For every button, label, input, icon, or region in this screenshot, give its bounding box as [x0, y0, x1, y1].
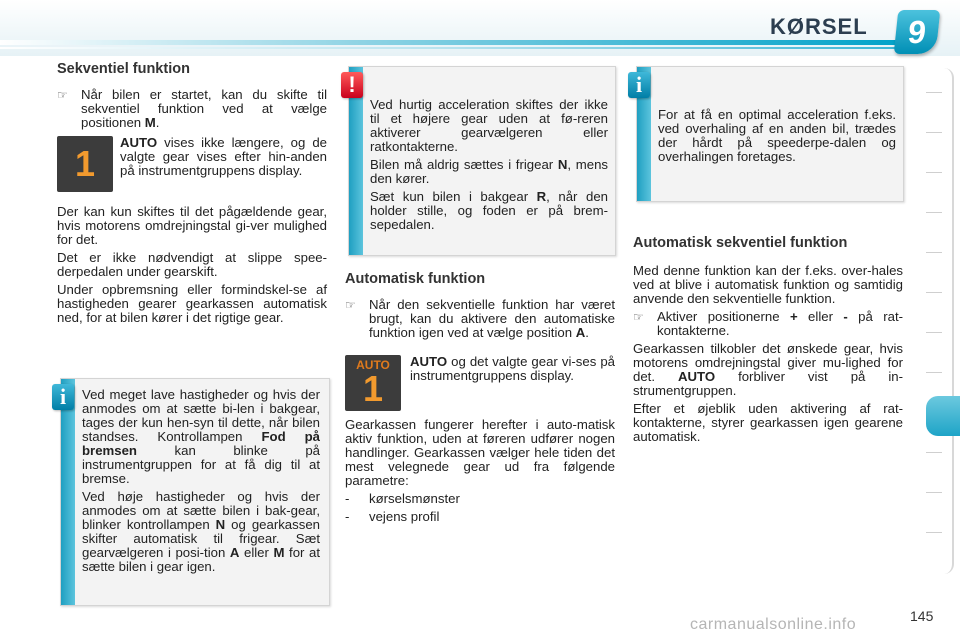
- header-stripe: [0, 40, 905, 45]
- paragraph: Efter et øjeblik uden aktivering af rat-kontakterne, styrer gearkassen igen gearene automatisk.: [633, 401, 903, 444]
- bullet-text: Når den sekventielle funktion har været brugt, kan du aktivere den automatiske funktion igen ved at vælge position A.: [369, 297, 615, 340]
- paragraph: Der kan kun skiftes til det pågældende gear, hvis motorens omdrejningstal gi-ver mulighed for det.: [57, 204, 327, 247]
- middle-column: [345, 272, 615, 340]
- heading-automatic: Automatisk funktion: [345, 271, 486, 287]
- list-item: - vejens profil: [345, 509, 440, 524]
- bullet-automatic: [345, 298, 615, 340]
- gear-number: 1: [362, 368, 384, 409]
- heading-auto-sequential: Automatisk sekventiel funktion: [633, 235, 848, 251]
- paragraph: Ved hurtig acceleration skiftes der ikke til et højere gear uden at fø-reren aktiverer gearvælgeren eller ratkontakterne.: [370, 97, 608, 154]
- paragraph: For at få en optimal acceleration f.eks. ved overhaling af en anden bil, trædes der hårdt på speederpe-dalen og overhalingen foretages.: [658, 107, 896, 164]
- left-column: [57, 62, 327, 130]
- bullet-text: Aktiver positionerne + eller - på rat-kontakterne.: [657, 309, 904, 338]
- chapter-title: KØRSEL: [770, 14, 868, 39]
- list-item: - kørselsmønster: [345, 491, 460, 506]
- warning-icon: !: [341, 72, 363, 98]
- bullet-auto-sequential: [633, 310, 903, 338]
- bullet-sequential: [57, 88, 327, 130]
- info-left-text: Ved meget lave hastigheder og hvis der anmodes om at sætte bi-len i bakgear, tages der kun hen-syn til dette, når bilen standses. Kontrollampen Fod på bremsen kan blinke på instrumentgruppen for at få dig til at bremse. Ved høje hastigheder og hvis der anmodes om at sætte bilen i bak-gear, blinker kontrollampen N og gearkassen skifter automatisk til frigear. Sæt gearvælgeren i posi-tion A eller M for at sætte bilen i gear igen.: [82, 387, 321, 574]
- gear-display-1: [57, 136, 113, 192]
- watermark: carmanualsonline.info: [690, 616, 857, 633]
- right-column: Automatisk sekventiel funktion Med denne funktion kan der f.eks. over-hales ved at blive i automatisk funktion og samtidig anvende den sekventielle funktion. ☞ Aktiver positionerne + eller - på rat-kontakterne. Gearkassen tilkobler det ønskede gear, hvis motorens omdrejningstal giver mu-lighed for det. AUTO forbliver vist på in-strumentgruppen. Efter et øjeblik uden aktivering af rat-kontakterne, styrer gearkassen igen gearene automatisk.: [633, 235, 904, 444]
- middle-paragraphs: [345, 418, 615, 524]
- left-paragraphs: [57, 205, 327, 329]
- side-tab-marker: [926, 332, 942, 333]
- side-tab-marker: [926, 292, 942, 293]
- chapter-number-badge: 9: [894, 10, 941, 54]
- pointer-icon: ☞: [57, 88, 68, 102]
- paragraph: Under opbremsning eller formindskel-se af hastigheden gearer gearkassen automatisk ned, for at bilen kører i det rigtige gear.: [57, 282, 327, 325]
- side-tab-marker: [926, 172, 942, 173]
- pointer-icon: ☞: [345, 298, 356, 312]
- pointer-icon: ☞: [633, 310, 644, 324]
- side-tab-marker: [926, 252, 942, 253]
- auto-label: AUTO: [356, 358, 390, 372]
- side-tab-marker: [926, 452, 942, 453]
- side-tab-active[interactable]: [926, 396, 960, 436]
- auto-note-mid: AUTO og det valgte gear vi-ses på instrumentgruppens display.: [410, 354, 615, 383]
- side-tab-marker: [926, 532, 942, 533]
- gear-display-auto: [345, 355, 401, 411]
- box-accent-strip: [61, 379, 75, 605]
- warning-text: Ved hurtig acceleration skiftes der ikke til et højere gear uden at fø-reren aktiverer gearvælgeren eller ratkontakterne. Bilen må aldrig sættes i frigear N, mens den kører. Sæt kun bilen i bakgear R, når den holder stille, og foden er på brem-sepedalen.: [370, 97, 608, 232]
- side-tab-marker: [926, 212, 942, 213]
- side-tab-marker: [926, 372, 942, 373]
- side-tab-rail: [926, 68, 954, 574]
- header-stripe-thin: [0, 47, 905, 49]
- side-tab-marker: [926, 92, 942, 93]
- paragraph: Gearkassen fungerer herefter i auto-matisk aktiv funktion, uden at føreren udfører nogen handlinger. Gearkassen vælger hele tiden det mest velegnede gear ud fra følgende parametre:: [345, 417, 615, 488]
- info-right-text: [658, 108, 896, 168]
- info-icon: i: [628, 72, 650, 98]
- paragraph: Med denne funktion kan der f.eks. over-hales ved at blive i automatisk funktion og samtidig anvende den sekventielle funktion.: [633, 263, 903, 306]
- bullet-text: Når bilen er startet, kan du skifte til sekventiel funktion ved at vælge positionen M.: [81, 87, 327, 130]
- side-tab-marker: [926, 492, 942, 493]
- side-tab-marker: [926, 132, 942, 133]
- heading-sequential: Sekventiel funktion: [57, 61, 190, 77]
- gear-number: 1: [74, 143, 96, 184]
- auto-note-left: AUTO vises ikke længere, og de valgte gear vises efter hin-anden på instrumentgruppens display.: [120, 135, 327, 178]
- page-number: 145: [910, 608, 934, 624]
- paragraph: Det er ikke nødvendigt at slippe spee-derpedalen under gearskift.: [57, 250, 327, 279]
- info-icon: i: [52, 384, 74, 410]
